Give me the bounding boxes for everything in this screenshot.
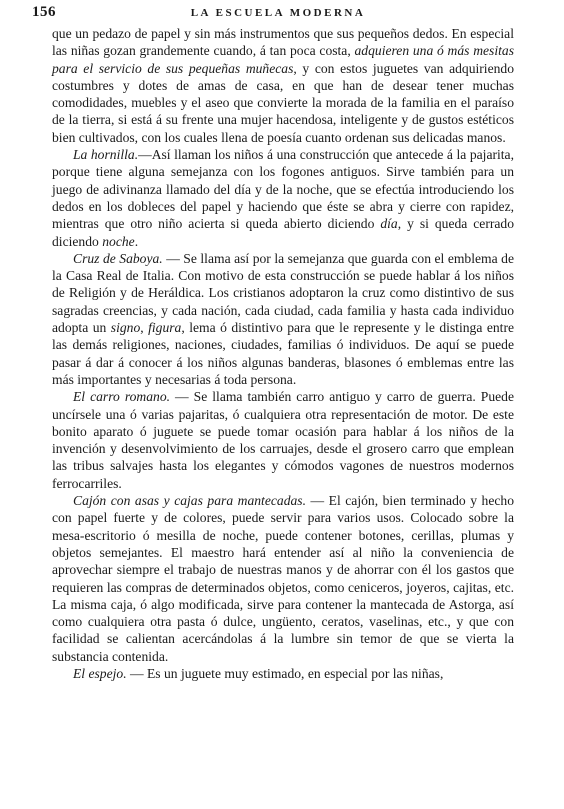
paragraph-cruz-de-saboya bbox=[52, 250, 514, 388]
body-text bbox=[52, 25, 514, 682]
italic-run: noche bbox=[102, 233, 135, 249]
page-number: 156 bbox=[32, 4, 56, 20]
text-run: — El cajón, bien terminado y hecho con papel fuerte y de colores, puede servir para varios usos. Colocado sobre la mesa-escritorio ó mesilla de noche, puede contener botones, cerillas, plumas y objetos semejantes. El maestro hará entender así al niño la conveniencia de aprovechar siempre el trabajo de nuestras manos y de ahorrar con él los gastos que requieren las compras de determinados objetos, como ceniceros, joyeros, cajitas, etc. La misma caja, ó algo modificada, sirve para contener la mantecada de Astorga, así como cualquiera otra pasta ó dulce, ungüento, ceratos, vaselinas, etc., y que con facilidad se calientan acercándolas á la lumbre sin temor de que se vierta la substancia contenida. bbox=[52, 493, 514, 664]
italic-run: día bbox=[380, 216, 398, 232]
paragraph-cajon-con-asas bbox=[52, 492, 514, 665]
italic-run: Cruz de Saboya. bbox=[73, 250, 163, 266]
text-run: , bbox=[140, 320, 149, 336]
text-run: —Así llaman los niños á una construcción que antecede á la pajarita, porque tiene alguna semejanza con los fogones antiguos. Sirve también para un juego de adivinanza llamado del día y de la noche, que se efectúa introduciendo los dedos en los dobleces del papel y haciendo que éste se abra y cierre con rapidez, mientras que otro niño acierta si queda abierto diciendo bbox=[52, 147, 514, 232]
paragraph-el-espejo bbox=[52, 665, 514, 682]
italic-run: Cajón con asas y cajas para mantecadas. bbox=[73, 493, 306, 509]
text-run: — Se llama así por la semejanza que guarda con el emblema de la Casa Real de Italia. Con motivo de esta construcción se puede hablar á los niños de Religión y de Heráldica. Los cristianos adoptaron la cruz como distintivo de sus sagradas creencias, y cada nación, cada ciudad, cada familia y hasta cada individuo adopta un bbox=[52, 250, 514, 336]
italic-run: El carro romano. bbox=[73, 389, 171, 405]
text-run: . bbox=[134, 233, 139, 249]
running-title: LA ESCUELA MODERNA bbox=[190, 7, 366, 19]
italic-run: La hornilla. bbox=[73, 147, 139, 163]
text-run: — Es un juguete muy estimado, en especial por las niñas, bbox=[126, 665, 444, 681]
paragraph-continuation bbox=[52, 25, 514, 146]
paragraph-la-hornilla bbox=[52, 146, 514, 250]
text-run: , y con estos juguetes van adquiriendo costumbres y dotes de amas de casa, en que han de desear tener muchas comodidades, muebles y el aseo que convierte la morada de la familia en el paraíso de la tierra, si está á su frente una mujer hacendosa, inteligente y de gustos estéticos bien cultivados, con los cuales llena de poesía cuanto ordenan sus delicadas manos. bbox=[52, 60, 515, 145]
italic-run: signo bbox=[110, 320, 141, 336]
paragraph-el-carro-romano bbox=[52, 388, 514, 492]
text-run: , lema ó distintivo para que le represente y le distinga entre las demás religiones, naciones, ciudades, familias ó individuos. De aquí se puede pasar á dar á conocer á los niños algunas banderas, blasones ó emblemas entre las más importantes y necesarias á toda persona. bbox=[52, 320, 514, 387]
text-run: que un pedazo de papel y sin más instrumentos que sus pequeños dedos. En especial las niñas gozan grandemente cuando, á tan poca costa, bbox=[52, 26, 514, 59]
text-run: , y si queda cerrado diciendo bbox=[52, 216, 515, 249]
italic-run: El espejo. bbox=[73, 665, 127, 681]
italic-run: figura bbox=[148, 320, 182, 336]
italic-run: adquieren una ó más mesitas para el servicio de sus pequeñas muñecas bbox=[52, 43, 514, 76]
text-run: — Se llama también carro antiguo y carro de guerra. Puede uncírsele una ó varias pajaritas, ó cualquiera otra representación de motor. De este bonito aparato ó juguete se puede tomar ocasión para hablar á los niños de la invención y desenvolvimiento de los carruajes, desde el grosero carro que emplean las tribus salvajes hasta los elegantes y cómodos vagones de nuestros modernos ferrocarriles. bbox=[52, 389, 514, 491]
page-header bbox=[32, 4, 524, 24]
